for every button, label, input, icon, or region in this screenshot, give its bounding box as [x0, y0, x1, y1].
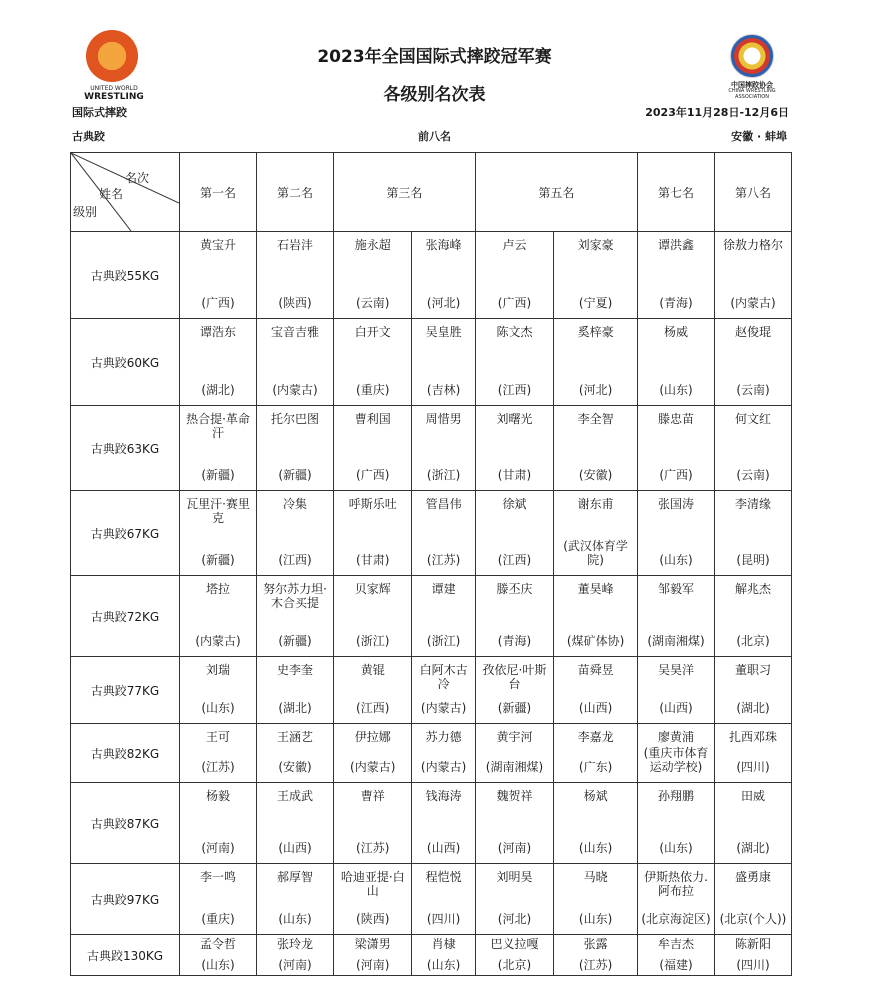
- athlete-province: (陕西): [356, 912, 390, 926]
- uww-logo-bottom-text: WRESTLING: [84, 92, 144, 102]
- athlete-province: (江西): [497, 383, 532, 397]
- athlete-name: 谭建: [431, 582, 456, 596]
- table-row: [71, 864, 792, 935]
- athlete-province: (福建): [659, 958, 693, 972]
- athlete-cell: [475, 783, 553, 864]
- athlete-province: (河南): [201, 841, 235, 855]
- athlete-province: (四川): [426, 912, 461, 926]
- athlete-cell: [638, 319, 715, 406]
- athlete-cell: [554, 724, 638, 783]
- athlete-name: 吴昊洋: [657, 663, 694, 677]
- athlete-cell: [715, 319, 792, 406]
- athlete-province: (重庆): [201, 912, 235, 926]
- athlete-province: (江苏): [201, 760, 235, 774]
- header-eighth: 第八名: [715, 153, 792, 232]
- athlete-name: 马晓: [583, 870, 608, 884]
- athlete-province: (广西): [659, 468, 693, 482]
- weight-class-cell: 古典跤63KG: [71, 406, 180, 491]
- athlete-cell: [638, 406, 715, 491]
- athlete-name: 宝音吉雅: [270, 325, 319, 339]
- athlete-cell: [715, 783, 792, 864]
- athlete-province: (山东): [578, 841, 613, 855]
- athlete-province: (宁夏): [578, 296, 613, 310]
- athlete-name: 贝家辉: [354, 582, 391, 596]
- athlete-name: 李清缘: [734, 497, 771, 511]
- athlete-province: (内蒙古): [730, 296, 776, 310]
- athlete-name: 邹毅军: [657, 582, 694, 596]
- athlete-cell: [412, 864, 475, 935]
- athlete-name: 白开文: [354, 325, 391, 339]
- athlete-province: (河南): [497, 841, 532, 855]
- athlete-province: (安徽): [278, 760, 312, 774]
- athlete-province: (湖南湘煤): [485, 760, 544, 774]
- athlete-province: (河南): [356, 958, 390, 972]
- cwa-logo-en-text: CHINA WRESTLING ASSOCIATION: [728, 88, 776, 100]
- style-label: 古典跤: [72, 130, 105, 143]
- athlete-cell: [554, 935, 638, 976]
- athlete-province: (浙江): [426, 634, 461, 648]
- athlete-cell: [334, 724, 412, 783]
- athlete-province: (广东): [578, 760, 613, 774]
- athlete-name: 钱海涛: [425, 789, 462, 803]
- athlete-province: (湖北): [736, 701, 770, 715]
- athlete-province: (北京): [497, 958, 532, 972]
- uww-logo-top-text: UNITED WORLD: [90, 85, 138, 92]
- athlete-province: (新疆): [278, 468, 312, 482]
- athlete-province: (新疆): [201, 553, 235, 567]
- athlete-name: 石岩沣: [276, 238, 313, 252]
- athlete-name: 黄宝升: [199, 238, 236, 252]
- athlete-name: 何文红: [734, 412, 771, 426]
- athlete-name: 张国涛: [657, 497, 694, 511]
- athlete-cell: [257, 406, 334, 491]
- athlete-name: 呼斯乐吐: [348, 497, 397, 511]
- athlete-cell: [334, 576, 412, 657]
- athlete-cell: [257, 783, 334, 864]
- athlete-province: (山东): [201, 958, 235, 972]
- athlete-name: 田威: [740, 789, 765, 803]
- athlete-cell: [412, 576, 475, 657]
- athlete-name: 董职习: [734, 663, 771, 677]
- athlete-cell: [180, 657, 257, 724]
- athlete-name: 曹祥: [360, 789, 385, 803]
- table-row: [71, 724, 792, 783]
- athlete-cell: [638, 864, 715, 935]
- athlete-name: 吴皇胜: [425, 325, 462, 339]
- athlete-name: 史李奎: [276, 663, 313, 677]
- athlete-province: (江西): [356, 701, 390, 715]
- corner-class-label: 级别: [73, 205, 98, 219]
- weight-class-cell: 古典跤72KG: [71, 576, 180, 657]
- athlete-cell: [475, 319, 553, 406]
- athlete-province: (煤矿体协): [566, 634, 625, 648]
- athlete-name: 周惜男: [425, 412, 462, 426]
- athlete-name: 陈新阳: [734, 937, 771, 951]
- athlete-cell: [638, 724, 715, 783]
- athlete-province: (内蒙古): [272, 383, 318, 397]
- athlete-name: 李一鸣: [199, 870, 236, 884]
- athlete-cell: [715, 935, 792, 976]
- athlete-province: (内蒙古): [195, 634, 241, 648]
- weight-class-cell: 古典跤82KG: [71, 724, 180, 783]
- athlete-name: 刘明昊: [496, 870, 533, 884]
- athlete-cell: [475, 935, 553, 976]
- athlete-name: 王可: [205, 730, 230, 744]
- athlete-cell: [180, 406, 257, 491]
- athlete-name: 卢云: [502, 238, 527, 252]
- corner-name-label: 姓名: [99, 187, 124, 201]
- discipline-label: 国际式摔跤: [72, 106, 127, 119]
- athlete-cell: [638, 491, 715, 576]
- athlete-province: (新疆): [278, 634, 312, 648]
- table-row: [71, 406, 792, 491]
- athlete-cell: [715, 491, 792, 576]
- athlete-cell: [554, 783, 638, 864]
- athlete-cell: [412, 491, 475, 576]
- athlete-province: (山东): [659, 553, 693, 567]
- athlete-name: 冷集: [282, 497, 307, 511]
- athlete-cell: [257, 724, 334, 783]
- athlete-name: 张海峰: [425, 238, 462, 252]
- athlete-province: (北京(个人)): [719, 912, 787, 926]
- athlete-province: (安徽): [578, 468, 613, 482]
- athlete-name: 孙翔鹏: [657, 789, 694, 803]
- weight-class-cell: 古典跤97KG: [71, 864, 180, 935]
- athlete-cell: [638, 232, 715, 319]
- athlete-name: 程恺悦: [425, 870, 462, 884]
- athlete-province: (山东): [659, 383, 693, 397]
- athlete-province: (重庆市体育运动学校): [643, 746, 709, 774]
- header-seventh: 第七名: [638, 153, 715, 232]
- athlete-province: (新疆): [201, 468, 235, 482]
- athlete-province: (河南): [278, 958, 312, 972]
- athlete-province: (青海): [659, 296, 693, 310]
- athlete-name: 刘曙光: [496, 412, 533, 426]
- athlete-name: 黄宇河: [496, 730, 533, 744]
- athlete-cell: [180, 783, 257, 864]
- athlete-name: 孟令哲: [199, 937, 236, 951]
- athlete-name: 热合提·革命汗: [186, 412, 250, 440]
- athlete-name: 苗舜昱: [577, 663, 614, 677]
- athlete-cell: [334, 783, 412, 864]
- athlete-province: (山西): [278, 841, 312, 855]
- athlete-name: 努尔苏力坦·木合买提: [263, 582, 327, 610]
- athlete-cell: [412, 935, 475, 976]
- athlete-cell: [554, 576, 638, 657]
- athlete-name: 白阿木古冷: [419, 663, 468, 691]
- athlete-name: 哈迪亚提·白山: [340, 870, 405, 898]
- table-row: [71, 576, 792, 657]
- header-third: 第三名: [334, 153, 476, 232]
- athlete-cell: [334, 406, 412, 491]
- athlete-name: 托尔巴图: [270, 412, 319, 426]
- athlete-cell: [715, 232, 792, 319]
- table-header-row: [71, 153, 792, 232]
- location: 安徽 · 蚌埠: [731, 130, 787, 143]
- athlete-cell: [334, 864, 412, 935]
- athlete-province: (云南): [736, 468, 770, 482]
- athlete-province: (吉林): [426, 383, 461, 397]
- athlete-province: (江苏): [426, 553, 461, 567]
- athlete-cell: [715, 724, 792, 783]
- athlete-name: 陈文杰: [496, 325, 533, 339]
- athlete-province: (四川): [736, 760, 770, 774]
- athlete-name: 苏力德: [425, 730, 462, 744]
- athlete-cell: [180, 491, 257, 576]
- weight-class-cell: 古典跤130KG: [71, 935, 180, 976]
- athlete-name: 王涵艺: [276, 730, 313, 744]
- athlete-province: (四川): [736, 958, 770, 972]
- athlete-province: (江西): [497, 553, 532, 567]
- athlete-province: (北京海淀区): [641, 912, 711, 926]
- athlete-province: (江西): [278, 553, 312, 567]
- athlete-name: 瓦里汗·赛里克: [186, 497, 250, 525]
- athlete-province: (甘肃): [356, 553, 390, 567]
- athlete-cell: [475, 406, 553, 491]
- athlete-name: 谭浩东: [199, 325, 236, 339]
- athlete-province: (山东): [201, 701, 235, 715]
- athlete-name: 张玲龙: [276, 937, 313, 951]
- athlete-cell: [334, 657, 412, 724]
- athlete-cell: [554, 319, 638, 406]
- athlete-province: (山东): [426, 958, 461, 972]
- table-row: [71, 319, 792, 406]
- athlete-province: (湖北): [201, 383, 235, 397]
- athlete-cell: [638, 657, 715, 724]
- athlete-cell: [412, 406, 475, 491]
- header-second: 第二名: [257, 153, 334, 232]
- athlete-name: 杨威: [663, 325, 688, 339]
- athlete-province: (内蒙古): [350, 760, 396, 774]
- athlete-province: (山东): [578, 912, 613, 926]
- athlete-cell: [412, 319, 475, 406]
- athlete-cell: [715, 657, 792, 724]
- athlete-province: (昆明): [736, 553, 770, 567]
- athlete-name: 伊斯热依力.阿布拉: [644, 870, 708, 898]
- athlete-province: (浙江): [356, 634, 390, 648]
- athlete-cell: [475, 232, 553, 319]
- athlete-province: (河北): [578, 383, 613, 397]
- athlete-cell: [475, 491, 553, 576]
- athlete-name: 魏贺祥: [496, 789, 533, 803]
- athlete-name: 赵俊琨: [734, 325, 771, 339]
- athlete-province: (河北): [426, 296, 461, 310]
- athlete-province: (山西): [426, 841, 461, 855]
- corner-rank-label: 名次: [124, 171, 149, 185]
- header-fifth: 第五名: [475, 153, 637, 232]
- athlete-name: 管昌伟: [425, 497, 462, 511]
- athlete-cell: [257, 864, 334, 935]
- athlete-province: (山东): [659, 841, 693, 855]
- table-row: [71, 232, 792, 319]
- athlete-province: (内蒙古): [420, 760, 467, 774]
- athlete-cell: [412, 724, 475, 783]
- athlete-cell: [334, 935, 412, 976]
- document-title: 2023年全国国际式摔跤冠军赛: [317, 47, 552, 67]
- athlete-name: 奚梓豪: [577, 325, 614, 339]
- athlete-province: (山东): [278, 912, 312, 926]
- weight-class-cell: 古典跤67KG: [71, 491, 180, 576]
- athlete-province: (河北): [497, 912, 532, 926]
- athlete-name: 施永超: [354, 238, 391, 252]
- athlete-cell: [180, 576, 257, 657]
- athlete-cell: [554, 232, 638, 319]
- athlete-province: (广西): [497, 296, 532, 310]
- athlete-name: 解兆杰: [734, 582, 771, 596]
- athlete-name: 伊拉娜: [354, 730, 391, 744]
- athlete-cell: [412, 783, 475, 864]
- athlete-cell: [554, 406, 638, 491]
- date-range: 2023年11月28日-12月6日: [645, 106, 789, 119]
- athlete-name: 牟吉杰: [657, 937, 694, 951]
- athlete-name: 肖棣: [431, 937, 456, 951]
- athlete-province: (广西): [356, 468, 390, 482]
- athlete-province: (甘肃): [497, 468, 532, 482]
- table-row: [71, 491, 792, 576]
- athlete-province: (北京): [736, 634, 770, 648]
- athlete-cell: [638, 935, 715, 976]
- athlete-name: 梁潇男: [354, 937, 391, 951]
- athlete-cell: [257, 319, 334, 406]
- header-first: 第一名: [180, 153, 257, 232]
- athlete-cell: [257, 576, 334, 657]
- athlete-name: 张露: [583, 937, 608, 951]
- athlete-province: (浙江): [426, 468, 461, 482]
- athlete-name: 李嘉龙: [577, 730, 614, 744]
- athlete-name: 郝厚智: [276, 870, 313, 884]
- athlete-province: (湖北): [278, 701, 312, 715]
- athlete-name: 刘瑞: [205, 663, 230, 677]
- weight-class-cell: 古典跤87KG: [71, 783, 180, 864]
- athlete-province: (武汉体育学院): [563, 539, 628, 567]
- table-row: [71, 657, 792, 724]
- athlete-cell: [715, 576, 792, 657]
- athlete-cell: [180, 319, 257, 406]
- athlete-name: 谢东甫: [577, 497, 614, 511]
- athlete-name: 盛勇康: [734, 870, 771, 884]
- athlete-name: 李全智: [577, 412, 614, 426]
- athlete-cell: [638, 576, 715, 657]
- athlete-name: 滕丕庆: [496, 582, 533, 596]
- athlete-cell: [475, 576, 553, 657]
- athlete-cell: [334, 491, 412, 576]
- weight-class-cell: 古典跤77KG: [71, 657, 180, 724]
- athlete-cell: [334, 232, 412, 319]
- athlete-province: (云南): [736, 383, 770, 397]
- athlete-cell: [638, 783, 715, 864]
- table-row: [71, 783, 792, 864]
- athlete-cell: [554, 864, 638, 935]
- athlete-cell: [412, 657, 475, 724]
- athlete-province: (云南): [356, 296, 390, 310]
- athlete-name: 廖黄浦: [657, 730, 694, 744]
- athlete-province: (新疆): [497, 701, 532, 715]
- athlete-province: (湖北): [736, 841, 770, 855]
- athlete-name: 巴义拉嘎: [490, 937, 539, 951]
- weight-class-cell: 古典跤55KG: [71, 232, 180, 319]
- athlete-cell: [180, 724, 257, 783]
- athlete-cell: [554, 491, 638, 576]
- athlete-name: 曹利国: [354, 412, 391, 426]
- document-subtitle: 各级别名次表: [383, 85, 486, 105]
- athlete-name: 塔拉: [205, 582, 230, 596]
- athlete-name: 谭洪鑫: [657, 238, 694, 252]
- athlete-cell: [180, 864, 257, 935]
- athlete-name: 杨斌: [583, 789, 608, 803]
- athlete-name: 扎西邓珠: [728, 730, 777, 744]
- athlete-province: (重庆): [356, 383, 390, 397]
- athlete-name: 孜依尼·叶斯台: [482, 663, 547, 691]
- athlete-cell: [475, 864, 553, 935]
- athlete-name: 滕忠苗: [657, 412, 694, 426]
- athlete-cell: [554, 657, 638, 724]
- athlete-name: 王成武: [276, 789, 313, 803]
- athlete-province: (青海): [497, 634, 532, 648]
- athlete-cell: [715, 406, 792, 491]
- athlete-province: (陕西): [278, 296, 312, 310]
- athlete-cell: [180, 935, 257, 976]
- weight-class-cell: 古典跤60KG: [71, 319, 180, 406]
- athlete-cell: [334, 319, 412, 406]
- athlete-province: (江苏): [356, 841, 390, 855]
- athlete-province: (湖南湘煤): [647, 634, 705, 648]
- athlete-province: (山西): [659, 701, 693, 715]
- athlete-province: (山西): [578, 701, 613, 715]
- athlete-province: (广西): [201, 296, 235, 310]
- athlete-name: 董昊峰: [577, 582, 614, 596]
- athlete-cell: [475, 657, 553, 724]
- corner-header-cell: [71, 153, 180, 232]
- athlete-name: 杨毅: [205, 789, 230, 803]
- athlete-cell: [180, 232, 257, 319]
- athlete-cell: [257, 935, 334, 976]
- athlete-cell: [475, 724, 553, 783]
- athlete-name: 刘家豪: [577, 238, 614, 252]
- cwa-logo-cn-text: 中国摔跤协会: [731, 81, 773, 89]
- table-row: [71, 935, 792, 976]
- athlete-cell: [257, 232, 334, 319]
- athlete-name: 徐敖力格尔: [722, 238, 783, 252]
- athlete-cell: [257, 491, 334, 576]
- athlete-cell: [715, 864, 792, 935]
- athlete-province: (内蒙古): [420, 701, 467, 715]
- athlete-province: (江苏): [578, 958, 613, 972]
- athlete-name: 徐斌: [502, 497, 527, 511]
- scope-label: 前八名: [418, 130, 451, 143]
- athlete-cell: [412, 232, 475, 319]
- athlete-cell: [257, 657, 334, 724]
- athlete-name: 黄锟: [360, 663, 385, 677]
- ranking-table: [70, 152, 792, 976]
